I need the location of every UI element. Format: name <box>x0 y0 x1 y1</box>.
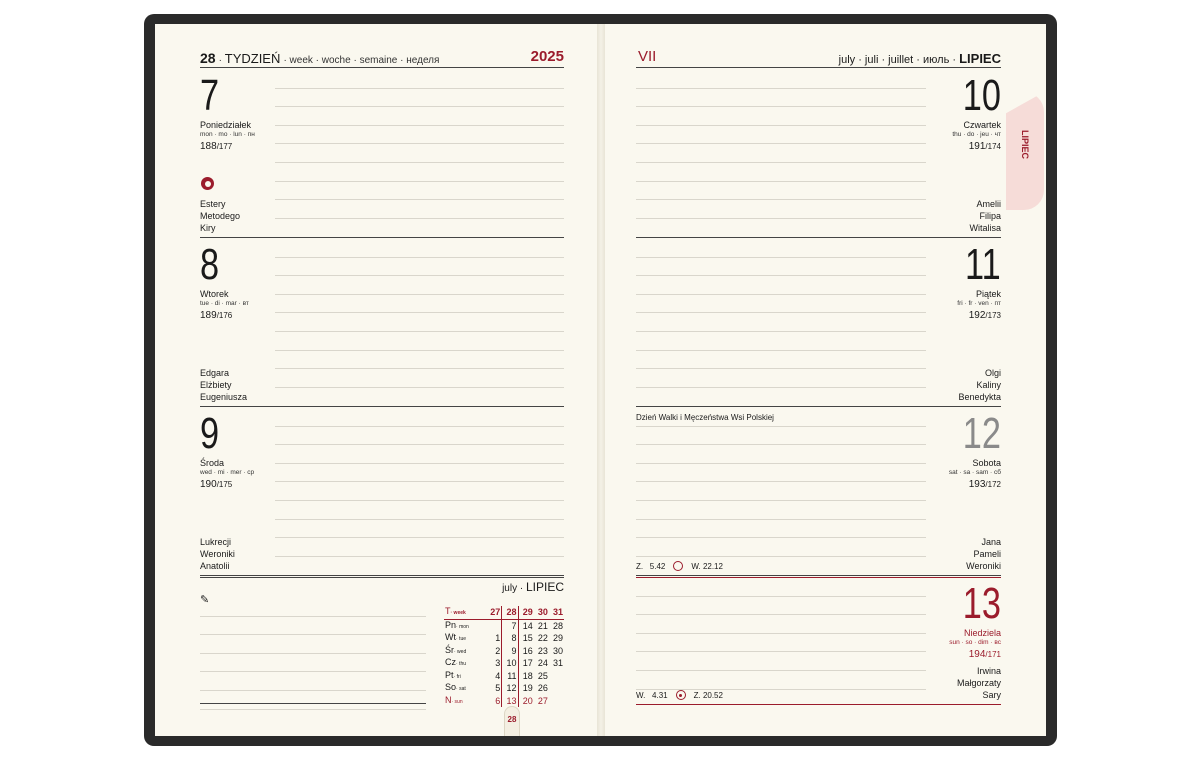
mini-calendar-cell: 5 <box>495 683 501 693</box>
mini-calendar-row-label: Śr <box>445 644 454 655</box>
day-number: 8 <box>200 240 220 289</box>
mini-calendar-row: Śr· wed 2 9 16 23 30 <box>445 644 563 656</box>
mini-calendar-cell: 25 <box>537 670 548 681</box>
notes-area[interactable] <box>200 594 426 704</box>
mini-calendar-cell: 11 <box>502 670 518 683</box>
mini-calendar-row: Wt· tue 1 8 15 22 29 <box>445 632 563 643</box>
week-label: TYDZIEŃ <box>224 51 281 66</box>
mini-calendar-cell: 3 <box>495 658 501 668</box>
mini-calendar-row-label: So <box>445 682 457 692</box>
month-name: LIPIEC <box>959 51 1001 66</box>
mini-calendar-cell: 14 <box>522 620 533 631</box>
page-gutter <box>597 24 605 736</box>
mini-calendar-cell: 10 <box>502 657 518 670</box>
mini-calendar-row-label: N <box>445 694 452 705</box>
day-block[interactable] <box>200 70 564 238</box>
days-remaining: /175 <box>216 480 233 489</box>
day-translations: sun · so · dim · вс <box>949 639 1001 646</box>
day-count: 192 <box>968 310 986 321</box>
mini-calendar-cell: 18 <box>522 670 533 681</box>
mini-calendar-cell <box>549 670 564 683</box>
day-number: 9 <box>200 409 220 458</box>
mini-calendar-cell <box>486 619 502 632</box>
day-block[interactable] <box>636 239 1001 407</box>
sun-icon <box>676 690 686 700</box>
name-days: Irwina Małgorzaty Sary <box>956 666 1001 700</box>
day-block[interactable] <box>200 408 564 576</box>
day-count: 189 <box>200 310 217 321</box>
mini-calendar-row-label: Cz <box>445 657 456 667</box>
week-number: 28 <box>200 50 216 66</box>
day-name: Czwartek <box>963 120 1001 130</box>
days-remaining: /173 <box>985 311 1001 320</box>
holiday-label: Dzień Walki i Męczeństwa Wsi Polskiej <box>636 413 778 422</box>
week-translations: · week · woche · semaine · неделя <box>283 55 440 66</box>
day-name: Niedziela <box>963 628 1001 638</box>
day-block[interactable] <box>200 239 564 407</box>
mini-calendar-cell: 24 <box>537 658 548 668</box>
name-days: Edgara Elżbiety Eugeniusza <box>200 368 248 402</box>
mini-calendar-row: T· week 27 28 29 30 31 <box>445 606 563 617</box>
pencil-icon: ✎ <box>200 595 218 605</box>
mini-calendar-cell: 21 <box>537 620 548 631</box>
month-translations: july · juli · juillet · июль · <box>838 54 957 66</box>
mini-calendar-row-label: Wt <box>445 632 456 642</box>
day-name: Środa <box>200 458 225 468</box>
mini-calendar-cell <box>549 695 564 708</box>
mini-calendar-cell: 7 <box>502 619 518 632</box>
mini-calendar <box>444 606 564 707</box>
day-translations: thu · do · jeu · чт <box>952 131 1001 138</box>
day-count: 194 <box>968 649 986 660</box>
mini-calendar-cell <box>549 682 564 695</box>
day-count: 191 <box>968 141 986 152</box>
month-header <box>636 50 1001 68</box>
mini-calendar-cell: 4 <box>495 670 501 681</box>
mini-calendar-cell: 9 <box>502 645 518 658</box>
mini-calendar-cell: 1 <box>495 633 501 643</box>
day-name: Poniedziałek <box>200 120 252 130</box>
day-translations: tue · di · mar · вт <box>200 300 249 307</box>
mini-calendar-row: Pn· mon 7 14 21 28 <box>445 619 563 631</box>
mini-calendar-cell: 12 <box>502 682 518 695</box>
divider <box>200 577 564 578</box>
day-block-sunday[interactable] <box>636 577 1001 705</box>
name-days: Amelii Filipa Witalisa <box>969 199 1001 233</box>
day-of-year <box>969 649 1001 660</box>
day-number: 7 <box>200 71 220 120</box>
writing-lines[interactable] <box>636 239 926 406</box>
writing-lines[interactable] <box>275 408 564 575</box>
day-number: 13 <box>962 579 1001 628</box>
mini-calendar-cell: 29 <box>518 606 534 619</box>
day-translations: fri · fr · ven · пт <box>957 300 1001 307</box>
day-of-year <box>969 310 1001 321</box>
new-moon-icon <box>201 177 214 190</box>
day-block[interactable] <box>636 70 1001 238</box>
notes-lines[interactable] <box>200 598 426 703</box>
week-header: 28 · TYDZIEŃ · week · woche · semaine · неделя 2025 <box>200 48 564 66</box>
name-days: Olgi Kaliny Benedykta <box>958 368 1001 402</box>
mini-month-name: LIPIEC <box>525 580 564 594</box>
writing-lines[interactable] <box>275 70 564 237</box>
mini-calendar-cell: 27 <box>537 695 548 706</box>
day-count: 190 <box>200 479 217 490</box>
mini-calendar-cell: 23 <box>537 645 548 656</box>
day-of-year <box>200 310 232 321</box>
day-translations: sat · sa · sam · сб <box>948 469 1001 476</box>
day-name: Wtorek <box>200 289 229 299</box>
moon-icon <box>673 561 683 571</box>
day-translations: wed · mi · mer · ср <box>200 469 255 476</box>
month-roman: VII <box>638 48 657 65</box>
day-count: 188 <box>200 141 217 152</box>
mini-calendar-cell: 17 <box>522 658 533 668</box>
mini-calendar-cell: 29 <box>552 633 563 643</box>
mini-calendar-row-label: Pt <box>445 669 454 680</box>
writing-lines[interactable] <box>275 239 564 406</box>
sun-info: W. 4.31 Z. 20.52 <box>636 690 729 700</box>
mini-calendar-cell: 16 <box>522 645 533 656</box>
mini-calendar-row: Pt· fri 4 11 18 25 <box>444 670 564 683</box>
writing-lines[interactable] <box>636 408 926 575</box>
name-days: Jana Pameli Weroniki <box>966 537 1001 571</box>
week-page-tab[interactable]: 28 <box>504 706 520 736</box>
day-block[interactable] <box>636 408 1001 576</box>
mini-calendar-cell: 2 <box>495 645 501 656</box>
days-remaining: /172 <box>985 480 1001 489</box>
moon-info: Z. 5.42 W. 22.12 <box>636 561 729 571</box>
mini-calendar-cell: 6 <box>495 695 501 706</box>
day-of-year <box>200 141 232 152</box>
mini-calendar-cell: 20 <box>522 695 533 706</box>
day-count: 193 <box>968 479 986 490</box>
day-of-year <box>969 141 1001 152</box>
mini-calendar-cell: 15 <box>522 633 533 643</box>
day-number: 11 <box>965 240 1001 289</box>
mini-calendar-cell: 31 <box>552 658 563 668</box>
mini-calendar-cell: 31 <box>549 606 564 619</box>
days-remaining: /176 <box>216 311 233 320</box>
day-name: Sobota <box>972 458 1001 468</box>
name-days: Estery Metodego Kiry <box>200 199 241 233</box>
mini-calendar-cell: 30 <box>552 645 563 656</box>
mini-calendar-row: Cz· thu 3 10 17 24 31 <box>445 657 563 668</box>
day-of-year <box>969 479 1001 490</box>
mini-calendar-cell: 13 <box>502 695 518 708</box>
month-index-label: LIPIEC <box>1020 130 1030 160</box>
day-name: Piątek <box>975 289 1001 299</box>
mini-calendar-cell: 28 <box>502 606 518 619</box>
writing-lines[interactable] <box>636 70 926 237</box>
day-number: 12 <box>962 409 1001 458</box>
name-days: Lukrecji Weroniki Anatolii <box>200 537 235 571</box>
mini-calendar-cell: 28 <box>552 620 563 631</box>
mini-calendar-cell: 30 <box>534 606 549 619</box>
mini-calendar-cell: 8 <box>502 632 518 645</box>
day-of-year <box>200 479 232 490</box>
year: 2025 <box>530 48 564 65</box>
day-number: 10 <box>962 71 1001 120</box>
mini-calendar-header <box>430 580 564 594</box>
day-translations: mon · mo · lun · пн <box>200 131 255 138</box>
days-remaining: /177 <box>216 142 233 151</box>
days-remaining: /174 <box>985 142 1001 151</box>
mini-calendar-row: N· sun 6 13 20 27 <box>444 695 564 708</box>
mini-calendar-row-label: T <box>445 606 451 616</box>
mini-calendar-row-label: Pn <box>445 619 457 630</box>
mini-calendar-cell: 26 <box>537 683 548 693</box>
mini-calendar-row: So· sat 5 12 19 26 <box>444 682 564 695</box>
mini-calendar-cell: 27 <box>486 606 502 619</box>
mini-calendar-cell: 22 <box>537 633 548 643</box>
mini-calendar-cell: 19 <box>522 683 533 693</box>
days-remaining: /171 <box>985 650 1001 659</box>
mini-month-label: july · <box>502 583 524 594</box>
writing-lines[interactable] <box>636 578 926 704</box>
